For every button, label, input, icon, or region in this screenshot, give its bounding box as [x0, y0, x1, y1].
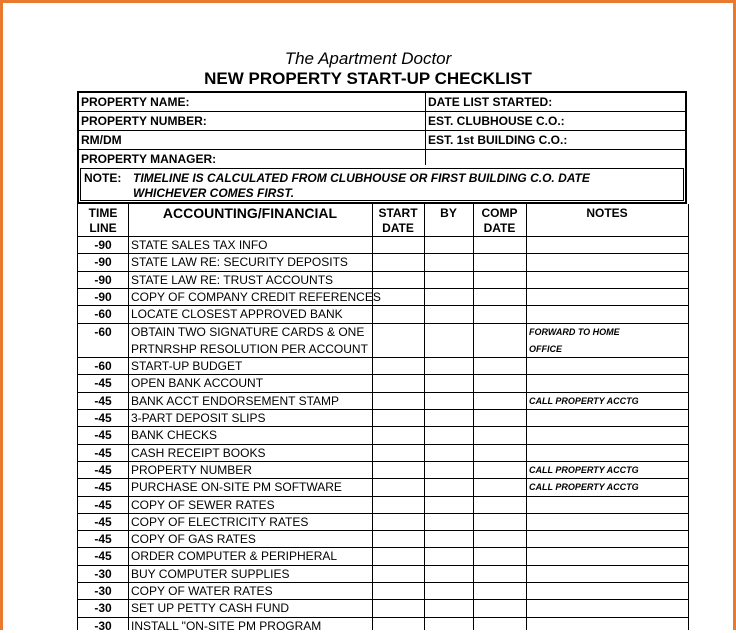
row-divider [78, 617, 688, 618]
time-line-cell: -30 [94, 584, 112, 598]
note-label: NOTE: [84, 171, 122, 185]
time-line-cell: -45 [94, 393, 112, 408]
time-line-cell: -60 [94, 359, 112, 374]
task-cell: STATE LAW RE: SECURITY DEPOSITS [131, 255, 348, 270]
column-divider [128, 204, 129, 630]
task-cell: INSTALL "ON-SITE PM PROGRAM [131, 618, 322, 633]
row-divider [78, 357, 688, 358]
row-divider [78, 253, 688, 254]
info-row [79, 131, 685, 150]
task-cell: STATE LAW RE: TRUST ACCOUNTS [131, 272, 334, 287]
page-title: NEW PROPERTY START-UP CHECKLIST [204, 69, 532, 88]
time-line-cell: -45 [94, 411, 112, 425]
row-divider [78, 426, 688, 427]
row-divider [78, 271, 688, 272]
time-line-cell: -30 [94, 601, 112, 616]
task-cell: COPY OF GAS RATES [131, 532, 256, 547]
date-list-started-label: DATE LIST STARTED: [428, 95, 553, 109]
note-line: WHICHEVER COMES FIRST. [133, 186, 295, 200]
info-row [79, 150, 685, 168]
notes-header: NOTES [586, 206, 628, 220]
header-text: COMP [481, 206, 518, 220]
time-line-cell: -60 [94, 324, 112, 339]
row-divider [78, 374, 688, 375]
row-divider [78, 565, 688, 566]
time-line-cell: -90 [94, 255, 112, 270]
time-line-cell: -90 [94, 289, 112, 304]
header-text: TIME [88, 206, 118, 220]
info-row [79, 93, 685, 112]
task-cell: SET UP PETTY CASH FUND [131, 601, 290, 616]
time-line-cell: -45 [94, 532, 112, 547]
property-manager-label: PROPERTY MANAGER: [81, 152, 217, 166]
est-first-building-co-label: EST. 1st BUILDING C.O.: [428, 133, 568, 147]
task-cell: COPY OF SEWER RATES [131, 497, 275, 512]
comp-date-header [473, 206, 526, 236]
task-cell: COPY OF WATER RATES [131, 584, 273, 598]
header-text: DATE [483, 221, 516, 235]
time-line-cell: -45 [94, 428, 112, 443]
time-line-header [78, 206, 128, 236]
note-text [133, 171, 613, 201]
row-divider [78, 392, 688, 393]
column-divider [372, 204, 373, 630]
time-line-cell: -90 [94, 272, 112, 287]
time-line-cell: -45 [94, 514, 112, 529]
notes-cell: CALL PROPERTY ACCTG [529, 395, 639, 406]
task-cell: OBTAIN TWO SIGNATURE CARDS & ONE [131, 324, 365, 339]
row-divider [78, 444, 688, 445]
time-line-cell: -45 [94, 497, 112, 512]
header-text: LINE [89, 221, 117, 235]
task-cell: OPEN BANK ACCOUNT [131, 376, 264, 391]
info-row [79, 112, 685, 131]
row-divider [78, 288, 688, 289]
task-cell: PROPERTY NUMBER [131, 462, 252, 477]
row-divider [78, 530, 688, 531]
row-divider [78, 496, 688, 497]
start-date-header [372, 206, 424, 236]
property-number-label: PROPERTY NUMBER: [81, 114, 207, 128]
property-name-label: PROPERTY NAME: [81, 95, 190, 109]
rm-dm-label: RM/DM [81, 133, 122, 147]
time-line-cell: -90 [94, 238, 112, 252]
task-cell: BUY COMPUTER SUPPLIES [131, 566, 290, 581]
row-divider [78, 409, 688, 410]
time-line-cell: -45 [94, 480, 112, 495]
column-divider [424, 204, 425, 630]
header-text: START [378, 206, 418, 220]
row-divider [78, 236, 688, 237]
time-line-cell: -30 [94, 618, 112, 633]
task-cell: LOCATE CLOSEST APPROVED BANK [131, 307, 343, 322]
row-divider [78, 323, 688, 324]
task-cell: BANK CHECKS [131, 428, 218, 443]
time-line-cell: -45 [94, 462, 112, 477]
task-cell: ORDER COMPUTER & PERIPHERAL [131, 549, 338, 564]
section-header: ACCOUNTING/FINANCIAL [162, 205, 338, 221]
task-cell-continued: PRTNRSHP RESOLUTION PER ACCOUNT [131, 341, 368, 356]
time-line-cell: -45 [94, 549, 112, 564]
time-line-cell: -60 [94, 307, 112, 322]
task-cell: COPY OF ELECTRICITY RATES [131, 514, 309, 529]
row-divider [78, 599, 688, 600]
header-text: DATE [382, 221, 414, 235]
row-divider [78, 478, 688, 479]
row-divider [78, 305, 688, 306]
time-line-cell: -45 [94, 445, 112, 460]
by-header: BY [440, 206, 457, 220]
time-line-cell: -45 [94, 376, 112, 391]
note-line: TIMELINE IS CALCULATED FROM CLUBHOUSE OR FIRST BUILDING C.O. DATE [133, 171, 590, 185]
task-cell: CASH RECEIPT BOOKS [131, 445, 266, 460]
notes-cell-continued: OFFICE [529, 343, 562, 354]
est-clubhouse-co-label: EST. CLUBHOUSE C.O.: [428, 114, 565, 128]
column-divider [526, 204, 527, 630]
task-cell: STATE SALES TAX INFO [131, 238, 268, 252]
checklist-table [77, 204, 689, 633]
timeline-note [80, 168, 684, 201]
notes-cell: CALL PROPERTY ACCTG [529, 464, 639, 475]
task-cell: COPY OF COMPANY CREDIT REFERENCES [131, 289, 381, 304]
row-divider [78, 513, 688, 514]
column-divider [473, 204, 474, 630]
row-divider [78, 461, 688, 462]
property-info-box [77, 91, 687, 204]
company-name: The Apartment Doctor [284, 49, 452, 68]
task-cell: START-UP BUDGET [131, 359, 243, 374]
row-divider [78, 547, 688, 548]
notes-cell: CALL PROPERTY ACCTG [529, 482, 639, 493]
row-divider [78, 582, 688, 583]
time-line-cell: -30 [94, 566, 112, 581]
task-cell: 3-PART DEPOSIT SLIPS [131, 411, 266, 425]
task-cell: PURCHASE ON-SITE PM SOFTWARE [131, 480, 342, 495]
task-cell: BANK ACCT ENDORSEMENT STAMP [131, 393, 340, 408]
notes-cell: FORWARD TO HOME [529, 326, 620, 337]
